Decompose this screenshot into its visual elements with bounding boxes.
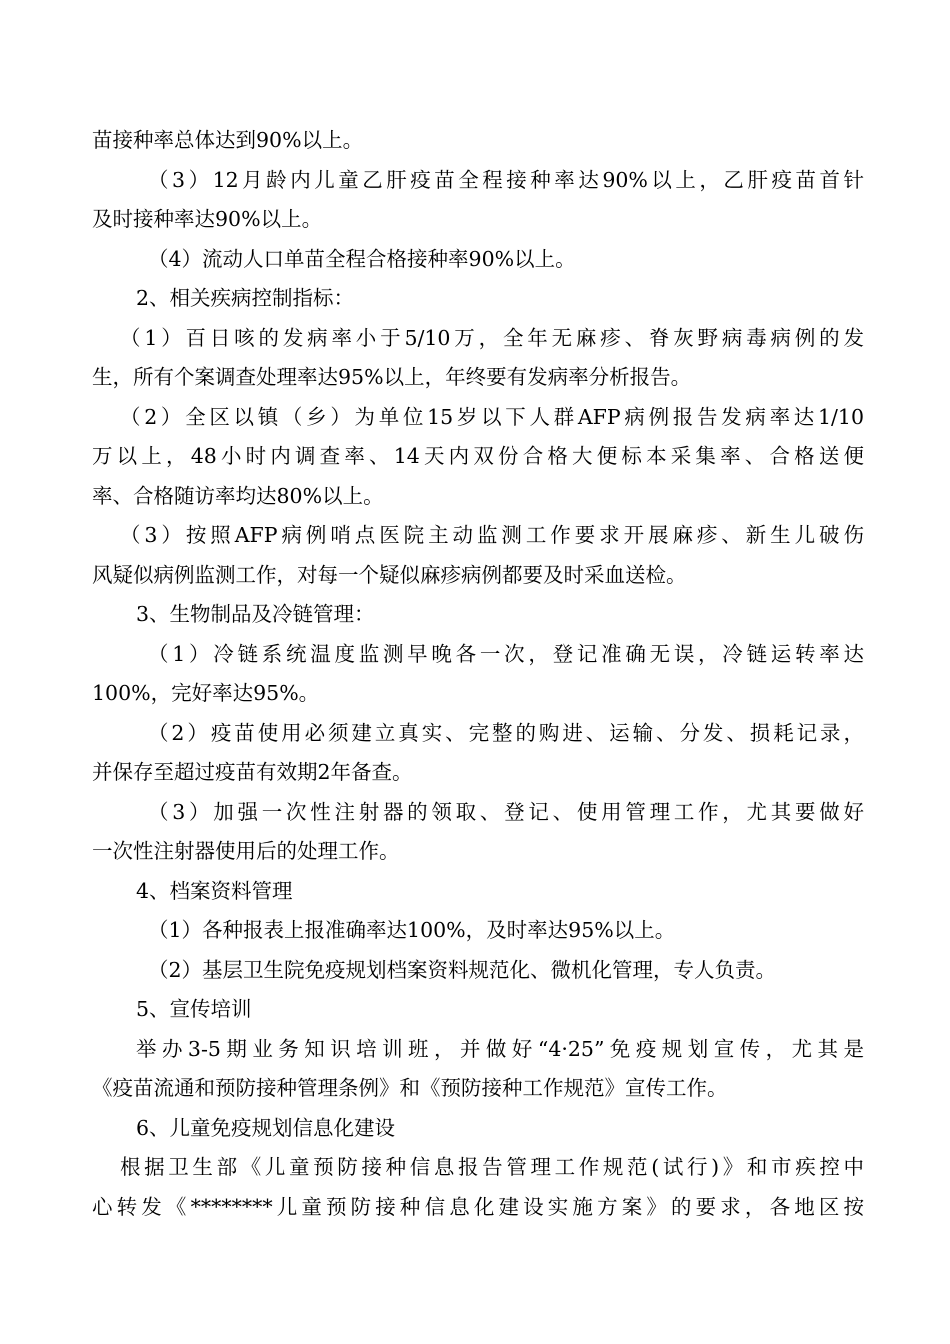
text-line: 风疑似病例监测工作，对每一个疑似麻疹病例都要及时采血送检。	[92, 562, 687, 587]
text-line: （2）疫苗使用必须建立真实、完整的购进、运输、分发、损耗记录，	[148, 720, 864, 745]
section-heading: 2、相关疾病控制指标：	[136, 286, 355, 310]
section-heading: 5、宣传培训	[136, 997, 252, 1021]
text-line: （1）百日咳的发病率小于5/10万，全年无麻疹、脊灰野病毒病例的发	[120, 325, 864, 350]
section-heading: 3、生物制品及冷链管理：	[136, 602, 375, 626]
text-line: 及时接种率达90%以上。	[92, 207, 323, 231]
text-line: 根据卫生部《儿童预防接种信息报告管理工作规范(试行)》和市疾控中	[120, 1155, 864, 1179]
text-line: （1）冷链系统温度监测早晚各一次，登记准确无误，冷链运转率达	[148, 641, 864, 666]
text-line: （2）全区以镇（乡）为单位15岁以下人群AFP病例报告发病率达1/10	[120, 404, 864, 429]
section-heading: 4、档案资料管理	[136, 878, 293, 903]
text-line: 并保存至超过疫苗有效期2年备查。	[92, 760, 413, 784]
text-line: （3）加强一次性注射器的领取、登记、使用管理工作，尤其要做好	[148, 799, 864, 824]
text-line: （4）流动人口单苗全程合格接种率90%以上。	[148, 246, 576, 271]
text-line: 心转发《********儿童预防接种信息化建设实施方案》的要求，各地区按	[92, 1194, 864, 1219]
text-line: （1）各种报表上报准确率达100%，及时率达95%以上。	[148, 918, 676, 942]
text-line: 率、合格随访率均达80%以上。	[92, 483, 384, 508]
text-line: （3）按照AFP病例哨点医院主动监测工作要求开展麻疹、新生儿破伤	[120, 523, 864, 547]
text-line: （3）12月龄内儿童乙肝疫苗全程接种率达90%以上，乙肝疫苗首针	[148, 167, 864, 192]
text-line: （2）基层卫生院免疫规划档案资料规范化、微机化管理，专人负责。	[148, 957, 777, 982]
text-line: 生，所有个案调查处理率达95%以上，年终要有发病率分析报告。	[92, 365, 692, 389]
document-page	[92, 121, 864, 1227]
text-line: 一次性注射器使用后的处理工作。	[92, 839, 400, 863]
section-heading: 6、儿童免疫规划信息化建设	[136, 1115, 396, 1140]
text-line: 《疫苗流通和预防接种管理条例》和《预防接种工作规范》宣传工作。	[92, 1076, 728, 1100]
text-line: 苗接种率总体达到90%以上。	[92, 128, 364, 152]
text-line: 100%，完好率达95%。	[92, 681, 320, 705]
text-line: 万以上，48小时内调查率、14天内双份合格大便标本采集率、合格送便	[92, 444, 864, 468]
text-line: 举办3-5期业务知识培训班，并做好“4·25”免疫规划宣传，尤其是	[136, 1036, 864, 1061]
